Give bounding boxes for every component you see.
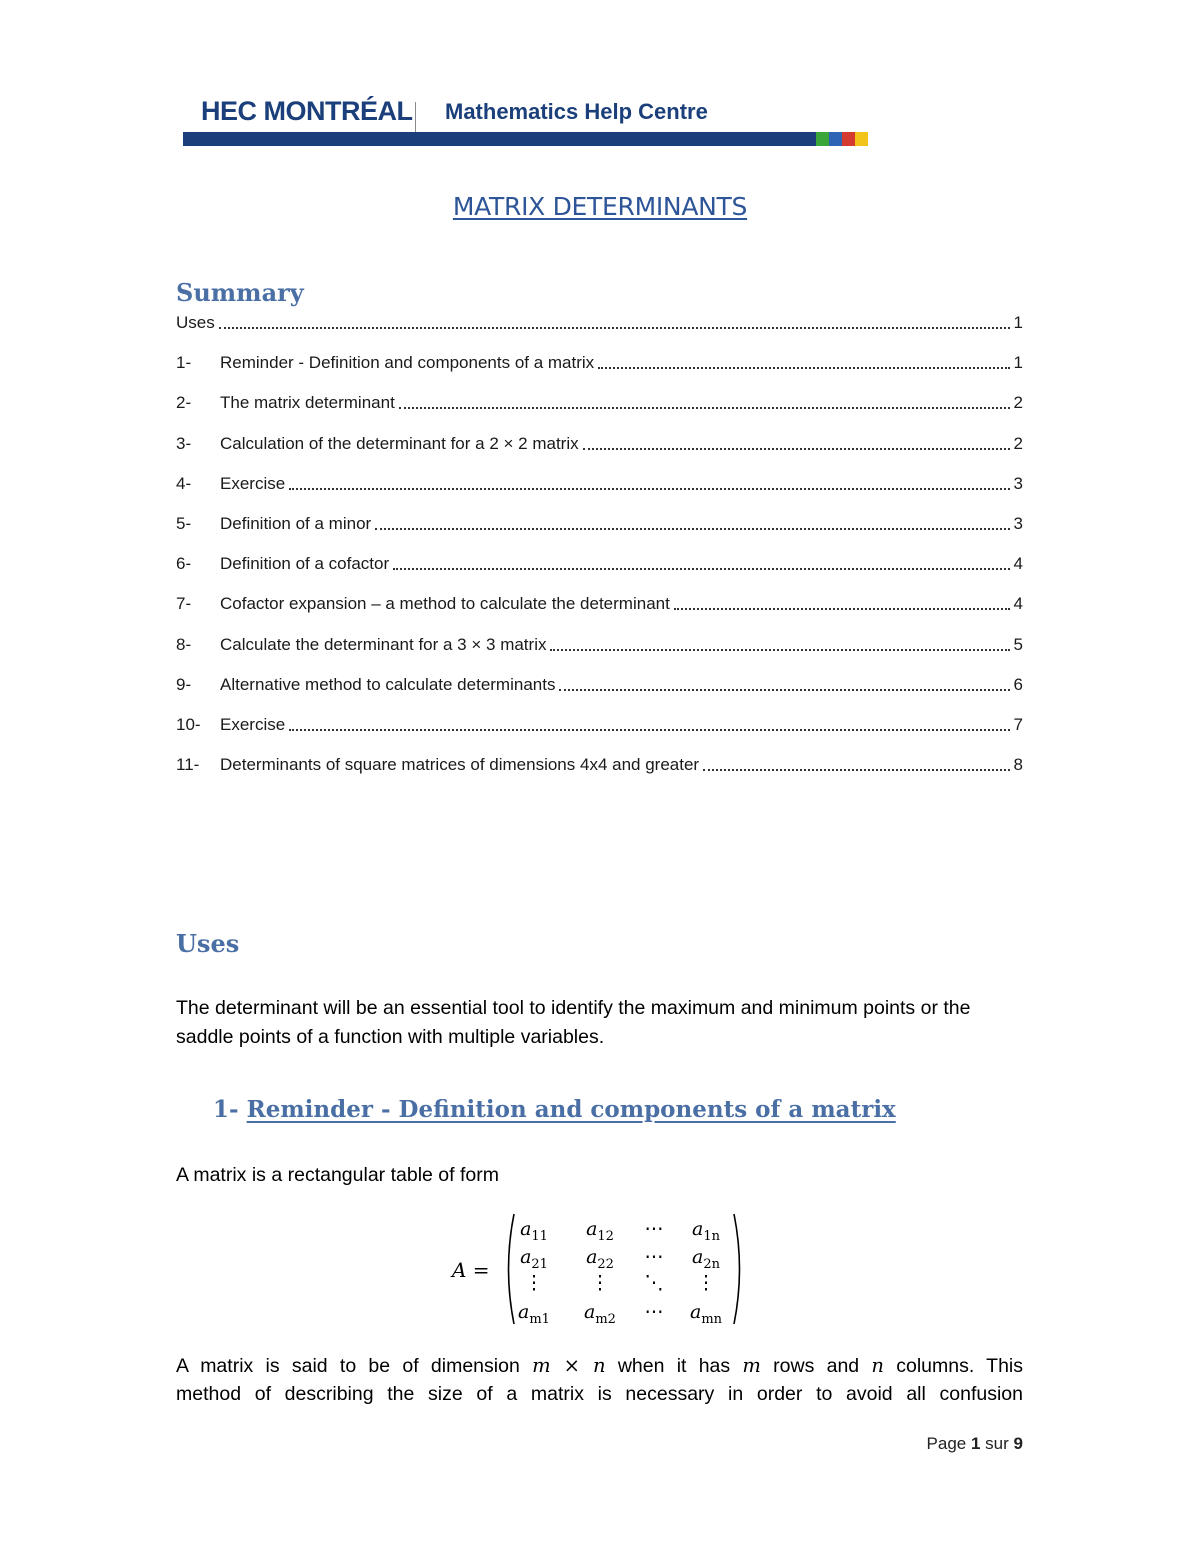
toc-label: Calculate the determinant for a 3 × 3 matrix [220,634,547,654]
matrix-cell: ⋮ [590,1272,610,1294]
toc-page: 1 [1013,313,1023,332]
toc-entry[interactable] [176,635,1023,675]
header-bar [183,132,816,146]
dim-expr: m × n [532,1354,606,1377]
matrix-cell: ⋮ [524,1272,544,1294]
toc-entry[interactable] [176,313,1023,353]
dim-m: m [742,1354,761,1377]
toc-entry[interactable] [176,474,1023,514]
toc-leader [674,594,1010,610]
matrix-cell: ⋮ [696,1272,716,1294]
dimension-paragraph-line-2: method of describing the size of a matrix is necessary in order to avoid all confusion [176,1383,1023,1405]
toc-page: 4 [1013,554,1023,574]
toc-entry[interactable] [176,514,1023,554]
dim-text-c: rows and [773,1355,860,1377]
matrix-cell: $a_{mn}$ [689,1301,723,1327]
toc-number: 9- [176,674,192,694]
toc-label: The matrix determinant [220,393,395,413]
toc-number: 11- [176,755,200,775]
matrix-cell: $a_{m1}$ [518,1301,550,1327]
toc-leader [703,755,1009,771]
toc-leader [375,514,1009,530]
toc-leader [550,635,1009,651]
toc-page: 6 [1013,674,1023,694]
page-label: Page [926,1434,967,1453]
toc-leader [583,434,1010,450]
toc-page: 2 [1013,393,1023,413]
toc-number: 3- [176,433,192,453]
uses-paragraph: The determinant will be an essential tool to identify the maximum and minimum points or the saddle points of a function with multiple variables. [176,997,971,1048]
dim-n: n [871,1354,884,1377]
page-total: 9 [1013,1434,1023,1453]
toc-label: Alternative method to calculate determinants [220,674,556,694]
toc-label: Exercise [220,714,286,734]
toc-label: Definition of a cofactor [220,554,390,574]
toc-number: 2- [176,393,192,413]
toc-leader [289,474,1009,490]
toc-label: Definition of a minor [220,513,372,533]
toc-page: 8 [1013,755,1023,775]
document-title: MATRIX DETERMINANTS [452,192,748,221]
matrix-cell: ⋯ [644,1218,664,1240]
uses-heading: Uses [176,929,240,958]
matrix-cell: $a_{1n}$ [692,1218,720,1244]
toc-page: 2 [1013,433,1023,453]
toc-label: Uses [176,313,215,332]
toc-entry[interactable] [176,434,1023,474]
toc-page: 5 [1013,634,1023,654]
toc-number: 8- [176,634,192,654]
toc-number: 6- [176,554,192,574]
matrix-cell: ⋯ [644,1301,664,1323]
toc-page: 4 [1013,594,1023,614]
toc-label: Reminder - Definition and components of a matrix [220,353,595,373]
toc-leader [289,715,1009,731]
toc-leader [393,554,1009,570]
toc-label: Determinants of square matrices of dimensions 4x4 and greater [220,755,700,775]
dim-text-a: A matrix is said to be of dimension [176,1355,520,1377]
toc-label: Cofactor expansion – a method to calculate the determinant [220,594,670,614]
color-square-green [816,132,829,146]
section-1-title: Reminder - Definition and components of a matrix [246,1096,896,1123]
toc-number: 5- [176,513,192,533]
toc-entry[interactable] [176,675,1023,715]
matrix-cell: $a_{m2}$ [584,1301,616,1327]
toc-number: 1- [176,353,192,373]
color-square-blue [829,132,842,146]
table-of-contents [176,313,1023,795]
toc-number: 10- [176,714,201,734]
section-1-number: 1- [213,1096,239,1123]
toc-leader [219,313,1010,329]
centre-name: Mathematics Help Centre [445,99,708,124]
matrix-intro: A matrix is a rectangular table of form [176,1164,499,1186]
toc-page: 3 [1013,513,1023,533]
toc-label: Exercise [220,473,286,493]
toc-leader [399,393,1010,409]
toc-entry[interactable] [176,554,1023,594]
toc-entry[interactable] [176,594,1023,634]
matrix-cell: $a_{22}$ [586,1246,614,1272]
right-parenthesis [732,1212,746,1326]
toc-page: 3 [1013,473,1023,493]
color-square-red [842,132,855,146]
toc-entry[interactable] [176,393,1023,433]
matrix-cell: ⋱ [644,1272,664,1294]
toc-entry[interactable] [176,755,1023,795]
section-1-heading [213,1096,896,1123]
toc-entry[interactable] [176,353,1023,393]
matrix-equation [452,1212,752,1328]
toc-page: 7 [1013,714,1023,734]
matrix-cell: $a_{12}$ [586,1218,614,1244]
matrix-cell: ⋯ [644,1246,664,1268]
toc-number: 4- [176,473,192,493]
page-sep: sur [985,1434,1009,1453]
page-footer [0,1434,1023,1454]
color-square-yellow [855,132,868,146]
dim-text-d: columns. This [896,1355,1024,1377]
toc-number: 7- [176,594,192,614]
toc-entry[interactable] [176,715,1023,755]
toc-leader [559,675,1009,691]
header-divider [415,102,416,134]
dimension-paragraph-line-1 [176,1351,1023,1381]
matrix-cell: $a_{21}$ [520,1246,548,1272]
matrix-cell: $a_{11}$ [520,1218,548,1244]
hec-montreal-logo: HEC MONTRÉAL [201,96,413,126]
page-header [183,92,870,148]
summary-heading: Summary [176,278,304,307]
page-current: 1 [970,1434,981,1453]
toc-page: 1 [1013,353,1023,373]
dim-text-b: when it has [617,1355,731,1377]
toc-leader [598,353,1009,369]
matrix-lhs: A = [452,1258,490,1282]
matrix-cell: $a_{2n}$ [692,1246,720,1272]
toc-label: Calculation of the determinant for a 2 × 2 matrix [220,433,579,453]
